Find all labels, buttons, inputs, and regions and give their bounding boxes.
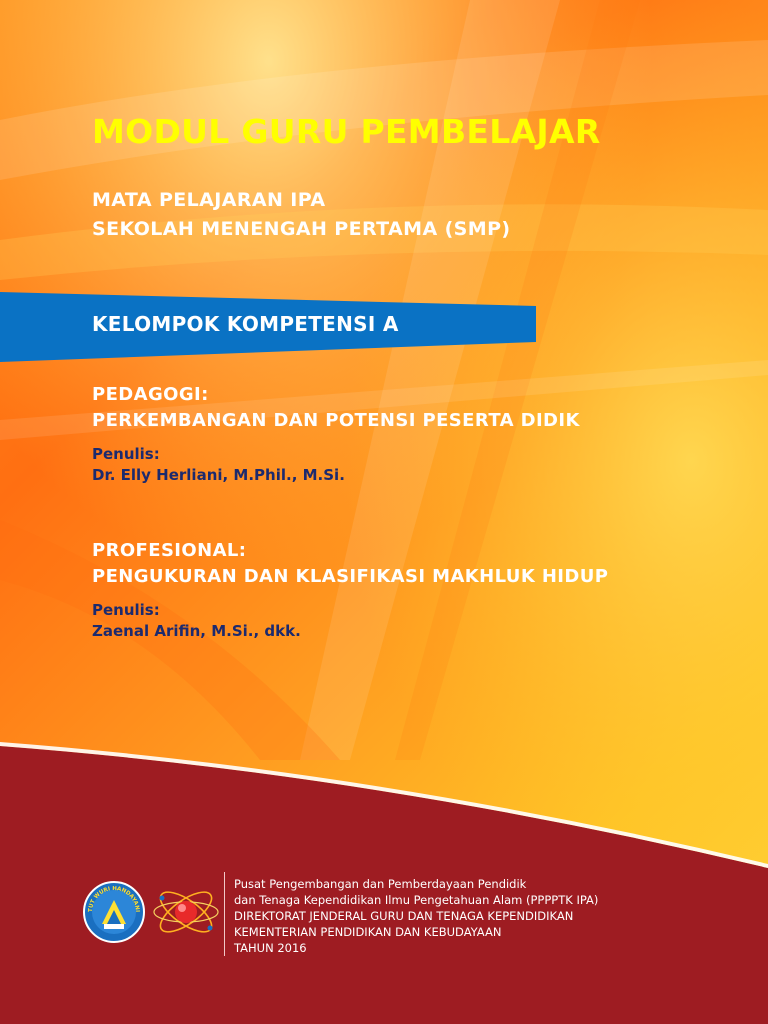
year-line: TAHUN 2016 xyxy=(234,941,307,955)
author-name: Zaenal Arifin, M.Si., dkk. xyxy=(92,622,301,640)
pedagogi-heading: PEDAGOGI: xyxy=(92,384,209,405)
profesional-author-block xyxy=(92,600,301,642)
subject-block xyxy=(92,186,510,244)
kemendikbud-emblem-icon xyxy=(80,880,150,944)
author-name: Dr. Elly Herliani, M.Phil., M.Si. xyxy=(92,466,345,484)
publisher-line: Pusat Pengembangan dan Pemberdayaan Pendidik xyxy=(234,877,527,891)
emblem-lettering: TUT WURI HANDAYANI xyxy=(87,885,141,913)
author-label: Penulis: xyxy=(92,445,160,463)
ministry-line: KEMENTERIAN PENDIDIKAN DAN KEBUDAYAAN xyxy=(234,925,502,939)
module-title: MODUL GURU PEMBELAJAR xyxy=(92,112,601,151)
pedagogi-topic: PERKEMBANGAN DAN POTENSI PESERTA DIDIK xyxy=(92,410,580,431)
subject-name: MATA PELAJARAN IPA xyxy=(92,189,326,211)
author-label: Penulis: xyxy=(92,601,160,619)
profesional-section xyxy=(92,538,608,590)
pedagogi-section xyxy=(92,382,580,434)
publisher-line: dan Tenaga Kependidikan Ilmu Pengetahuan Alam (PPPPTK IPA) xyxy=(234,893,599,907)
directorate-line: DIREKTORAT JENDERAL GURU DAN TENAGA KEPENDIDIKAN xyxy=(234,909,574,923)
school-level: SEKOLAH MENENGAH PERTAMA (SMP) xyxy=(92,218,511,240)
competency-group-label: KELOMPOK KOMPETENSI A xyxy=(92,312,399,336)
profesional-topic: PENGUKURAN DAN KLASIFIKASI MAKHLUK HIDUP xyxy=(92,566,609,587)
publisher-info xyxy=(234,876,598,956)
profesional-heading: PROFESIONAL: xyxy=(92,540,247,561)
ppptk-atom-logo-icon xyxy=(152,872,220,952)
pedagogi-author-block xyxy=(92,444,345,486)
footer-divider xyxy=(224,872,225,956)
